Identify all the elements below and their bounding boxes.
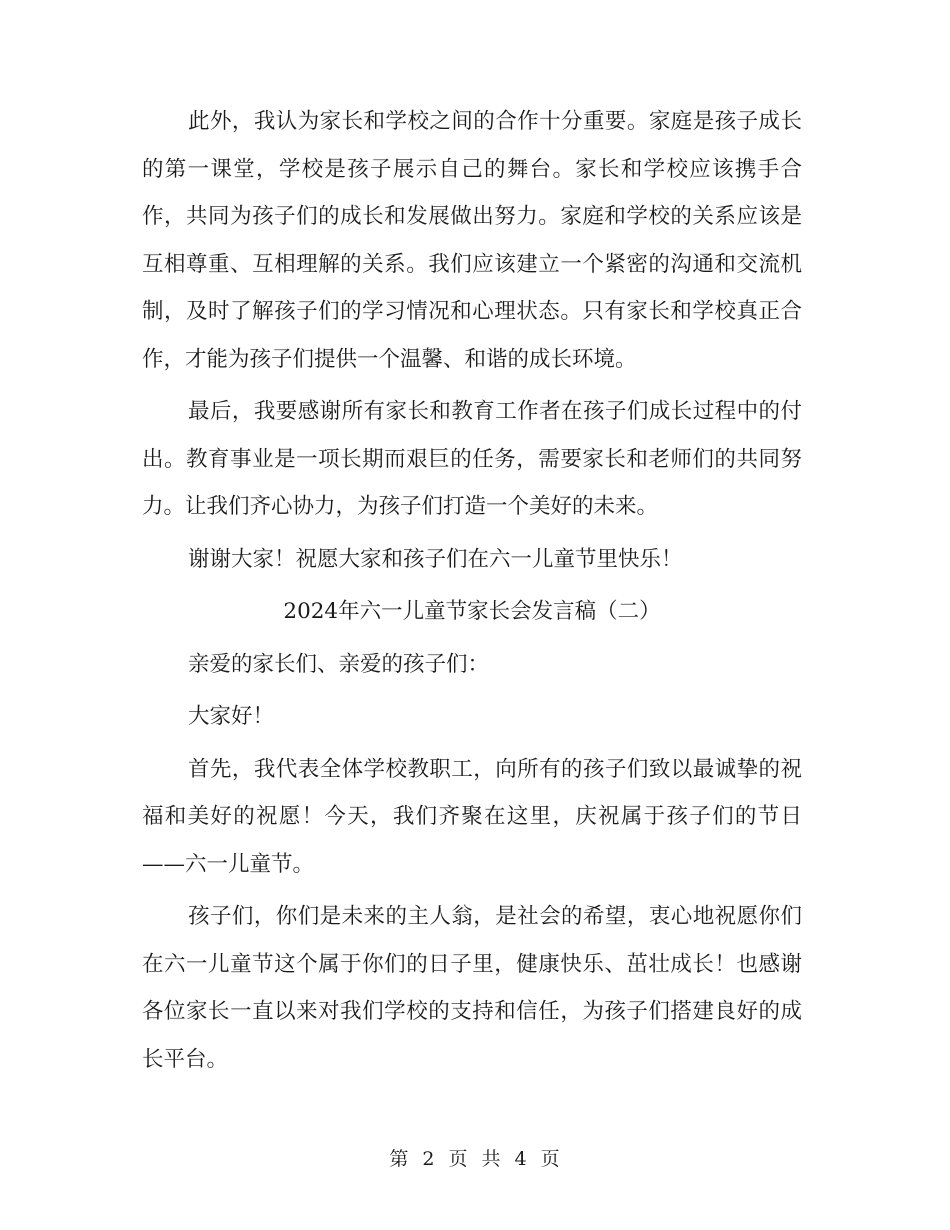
paragraph-opening: 首先，我代表全体学校教职工，向所有的孩子们致以最诚挚的祝福和美好的祝愿！今天，我们齐聚在这里，庆祝属于孩子们的节日——六一儿童节。	[142, 756, 802, 877]
paragraph-greeting: 大家好！	[188, 704, 275, 729]
paragraph-closing-wish: 谢谢大家！祝愿大家和孩子们在六一儿童节里快乐！	[188, 546, 683, 572]
paragraph-thanks-educators: 最后，我要感谢所有家长和教育工作者在孩子们成长过程中的付出。教育事业是一项长期而艰巨的任务，需要家长和老师们的共同努力。让我们齐心协力，为孩子们打造一个美好的未来。	[142, 399, 802, 519]
page-footer	[0, 1146, 950, 1172]
document-body	[142, 98, 802, 1083]
paragraph-cooperation: 此外，我认为家长和学校之间的合作十分重要。家庭是孩子成长的第一课堂，学校是孩子展示自己的舞台。家长和学校应该携手合作，共同为孩子们的成长和发展做出努力。家庭和学校的关系应该是互相尊重、互相理解的关系。我们应该建立一个紧密的沟通和交流机制，及时了解孩子们的学习情况和心理状态。只有家长和学校真正合作，才能为孩子们提供一个温馨、和谐的成长环境。	[142, 109, 802, 372]
page-number-label: 第 2 页 共 4 页	[389, 1148, 561, 1170]
paragraph-salutation: 亲爱的家长们、亲爱的孩子们：	[188, 651, 490, 677]
paragraph-children-wishes: 孩子们，你们是未来的主人翁，是社会的希望，衷心地祝愿你们在六一儿童节这个属于你们的日子里，健康快乐、茁壮成长！也感谢各位家长一直以来对我们学校的支持和信任，为孩子们搭建良好的成长平台。	[142, 904, 802, 1072]
section-title: 2024年六一儿童节家长会发言稿（二）	[283, 599, 661, 624]
